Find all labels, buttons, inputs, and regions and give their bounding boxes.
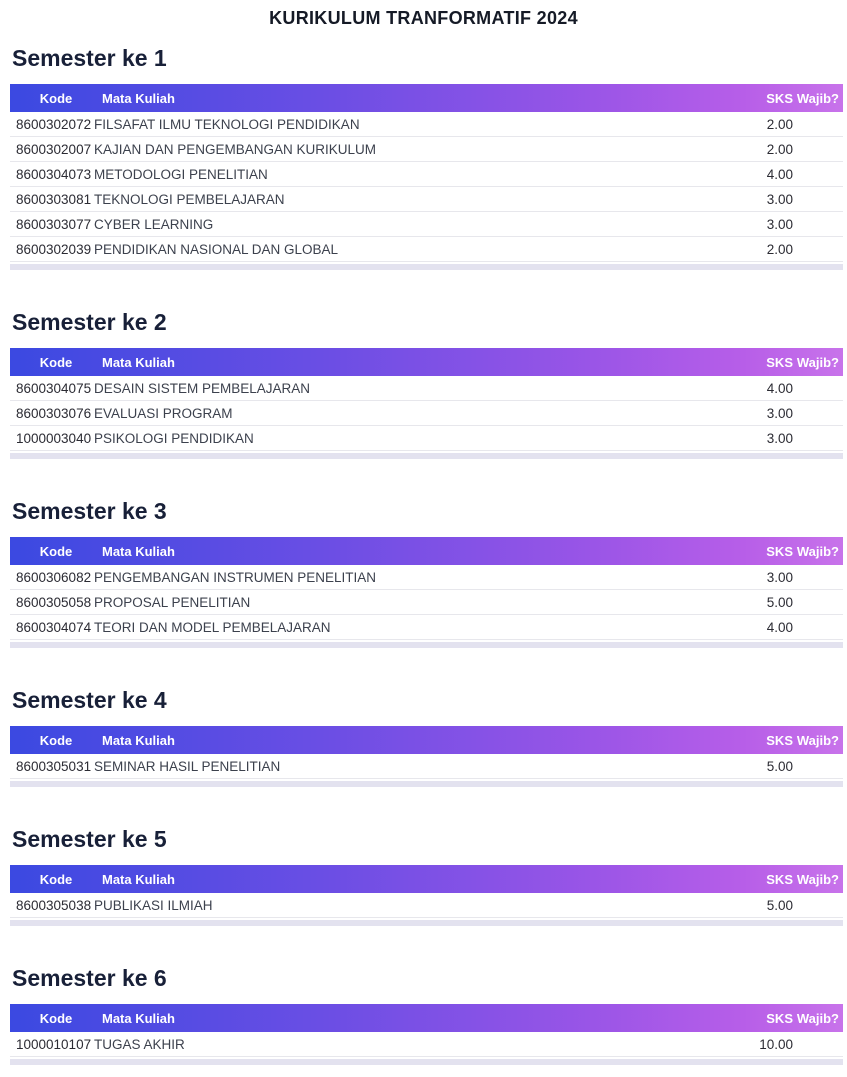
course-table-header (10, 537, 843, 565)
column-header-sks: SKS (766, 1010, 793, 1026)
column-header-mata-kuliah: Mata Kuliah (102, 543, 175, 559)
column-header-kode: Kode (39, 90, 73, 106)
course-code: 8600303076 (16, 405, 92, 421)
semester-section (0, 499, 847, 648)
semester-title: Semester ke 2 (12, 309, 167, 335)
course-link[interactable]: CYBER LEARNING (94, 216, 214, 232)
course-name-cell (94, 898, 747, 913)
course-code: 8600305038 (16, 897, 92, 913)
table-row (10, 893, 843, 918)
course-link[interactable]: PROPOSAL PENELITIAN (94, 594, 251, 610)
course-sks: 4.00 (766, 166, 793, 182)
course-sks: 2.00 (766, 116, 793, 132)
column-header-sks: SKS (766, 543, 793, 559)
course-table (10, 865, 843, 926)
course-code: 8600303081 (16, 191, 92, 207)
course-sks: 2.00 (766, 141, 793, 157)
course-table-body (10, 112, 843, 262)
semester-section (0, 827, 847, 926)
table-row (10, 137, 843, 162)
course-sks: 3.00 (766, 569, 793, 585)
course-name-cell (94, 167, 747, 182)
column-header-kode: Kode (39, 354, 73, 370)
course-code: 8600303077 (16, 216, 92, 232)
course-table-body (10, 1032, 843, 1057)
column-header-sks: SKS (766, 90, 793, 106)
course-link[interactable]: PSIKOLOGI PENDIDIKAN (94, 430, 254, 446)
course-code: 8600302072 (16, 116, 92, 132)
course-link[interactable]: KAJIAN DAN PENGEMBANGAN KURIKULUM (94, 141, 377, 157)
column-header-kode: Kode (39, 871, 73, 887)
course-code: 8600302007 (16, 141, 92, 157)
course-sks: 3.00 (766, 430, 793, 446)
table-bottom-strip (10, 264, 843, 270)
course-link[interactable]: FILSAFAT ILMU TEKNOLOGI PENDIDIKAN (94, 116, 360, 132)
course-code: 8600305031 (16, 758, 92, 774)
course-link[interactable]: TEKNOLOGI PEMBELAJARAN (94, 191, 285, 207)
column-header-wajib: Wajib? (796, 871, 839, 887)
table-row (10, 376, 843, 401)
course-sks: 5.00 (766, 594, 793, 610)
course-table (10, 84, 843, 270)
course-name-cell (94, 142, 747, 157)
course-name-cell (94, 759, 747, 774)
course-code: 1000010107 (16, 1036, 92, 1052)
course-code: 8600304073 (16, 166, 92, 182)
table-row (10, 187, 843, 212)
column-header-kode: Kode (39, 543, 73, 559)
course-table-header (10, 865, 843, 893)
course-name-cell (94, 431, 747, 446)
course-code: 8600306082 (16, 569, 92, 585)
column-header-mata-kuliah: Mata Kuliah (102, 90, 175, 106)
course-sks: 3.00 (766, 405, 793, 421)
course-sks: 3.00 (766, 216, 793, 232)
semester-title: Semester ke 4 (12, 687, 167, 713)
course-name-cell (94, 620, 747, 635)
course-code: 8600302039 (16, 241, 92, 257)
course-name-cell (94, 117, 747, 132)
semester-title: Semester ke 5 (12, 826, 167, 852)
course-sks: 10.00 (759, 1036, 793, 1052)
semester-section (0, 688, 847, 787)
course-sks: 4.00 (766, 619, 793, 635)
course-table-header (10, 1004, 843, 1032)
column-header-mata-kuliah: Mata Kuliah (102, 1010, 175, 1026)
column-header-sks: SKS (766, 732, 793, 748)
column-header-wajib: Wajib? (796, 543, 839, 559)
course-link[interactable]: SEMINAR HASIL PENELITIAN (94, 758, 281, 774)
table-bottom-strip (10, 920, 843, 926)
course-link[interactable]: PENGEMBANGAN INSTRUMEN PENELITIAN (94, 569, 377, 585)
course-table-header (10, 84, 843, 112)
table-row (10, 237, 843, 262)
course-link[interactable]: TUGAS AKHIR (94, 1036, 185, 1052)
table-bottom-strip (10, 453, 843, 459)
course-name-cell (94, 570, 747, 585)
column-header-wajib: Wajib? (796, 354, 839, 370)
course-link[interactable]: DESAIN SISTEM PEMBELAJARAN (94, 380, 311, 396)
course-table-body (10, 376, 843, 451)
column-header-kode: Kode (39, 1010, 73, 1026)
column-header-mata-kuliah: Mata Kuliah (102, 871, 175, 887)
course-link[interactable]: METODOLOGI PENELITIAN (94, 166, 268, 182)
course-name-cell (94, 1037, 747, 1052)
column-header-wajib: Wajib? (796, 90, 839, 106)
course-table-header (10, 726, 843, 754)
table-bottom-strip (10, 642, 843, 648)
table-row (10, 615, 843, 640)
table-bottom-strip (10, 1059, 843, 1065)
course-name-cell (94, 381, 747, 396)
semester-title: Semester ke 1 (12, 45, 167, 71)
table-row (10, 1032, 843, 1057)
course-table (10, 537, 843, 648)
course-code: 8600304074 (16, 619, 92, 635)
course-link[interactable]: TEORI DAN MODEL PEMBELAJARAN (94, 619, 331, 635)
table-row (10, 426, 843, 451)
course-sks: 4.00 (766, 380, 793, 396)
table-row (10, 401, 843, 426)
semester-title: Semester ke 3 (12, 498, 167, 524)
semester-section (0, 46, 847, 270)
course-sks: 5.00 (766, 758, 793, 774)
semester-title: Semester ke 6 (12, 965, 167, 991)
semester-list (0, 46, 847, 1065)
column-header-mata-kuliah: Mata Kuliah (102, 354, 175, 370)
course-link[interactable]: EVALUASI PROGRAM (94, 405, 233, 421)
course-table (10, 1004, 843, 1065)
table-row (10, 565, 843, 590)
column-header-sks: SKS (766, 871, 793, 887)
semester-section (0, 966, 847, 1065)
course-sks: 5.00 (766, 897, 793, 913)
table-row (10, 212, 843, 237)
course-sks: 2.00 (766, 241, 793, 257)
course-table-body (10, 754, 843, 779)
course-name-cell (94, 217, 747, 232)
column-header-sks: SKS (766, 354, 793, 370)
course-table-body (10, 893, 843, 918)
table-row (10, 590, 843, 615)
course-table (10, 726, 843, 787)
table-row (10, 162, 843, 187)
course-table-header (10, 348, 843, 376)
course-link[interactable]: PUBLIKASI ILMIAH (94, 897, 213, 913)
table-bottom-strip (10, 781, 843, 787)
page-title: KURIKULUM TRANFORMATIF 2024 (269, 8, 578, 28)
course-code: 8600305058 (16, 594, 92, 610)
column-header-mata-kuliah: Mata Kuliah (102, 732, 175, 748)
course-sks: 3.00 (766, 191, 793, 207)
course-code: 1000003040 (16, 430, 92, 446)
semester-section (0, 310, 847, 459)
course-table-body (10, 565, 843, 640)
column-header-wajib: Wajib? (796, 732, 839, 748)
course-name-cell (94, 192, 747, 207)
table-row (10, 112, 843, 137)
course-name-cell (94, 242, 747, 257)
course-name-cell (94, 595, 747, 610)
course-name-cell (94, 406, 747, 421)
column-header-wajib: Wajib? (796, 1010, 839, 1026)
course-code: 8600304075 (16, 380, 92, 396)
course-link[interactable]: PENDIDIKAN NASIONAL DAN GLOBAL (94, 241, 339, 257)
table-row (10, 754, 843, 779)
column-header-kode: Kode (39, 732, 73, 748)
course-table (10, 348, 843, 459)
